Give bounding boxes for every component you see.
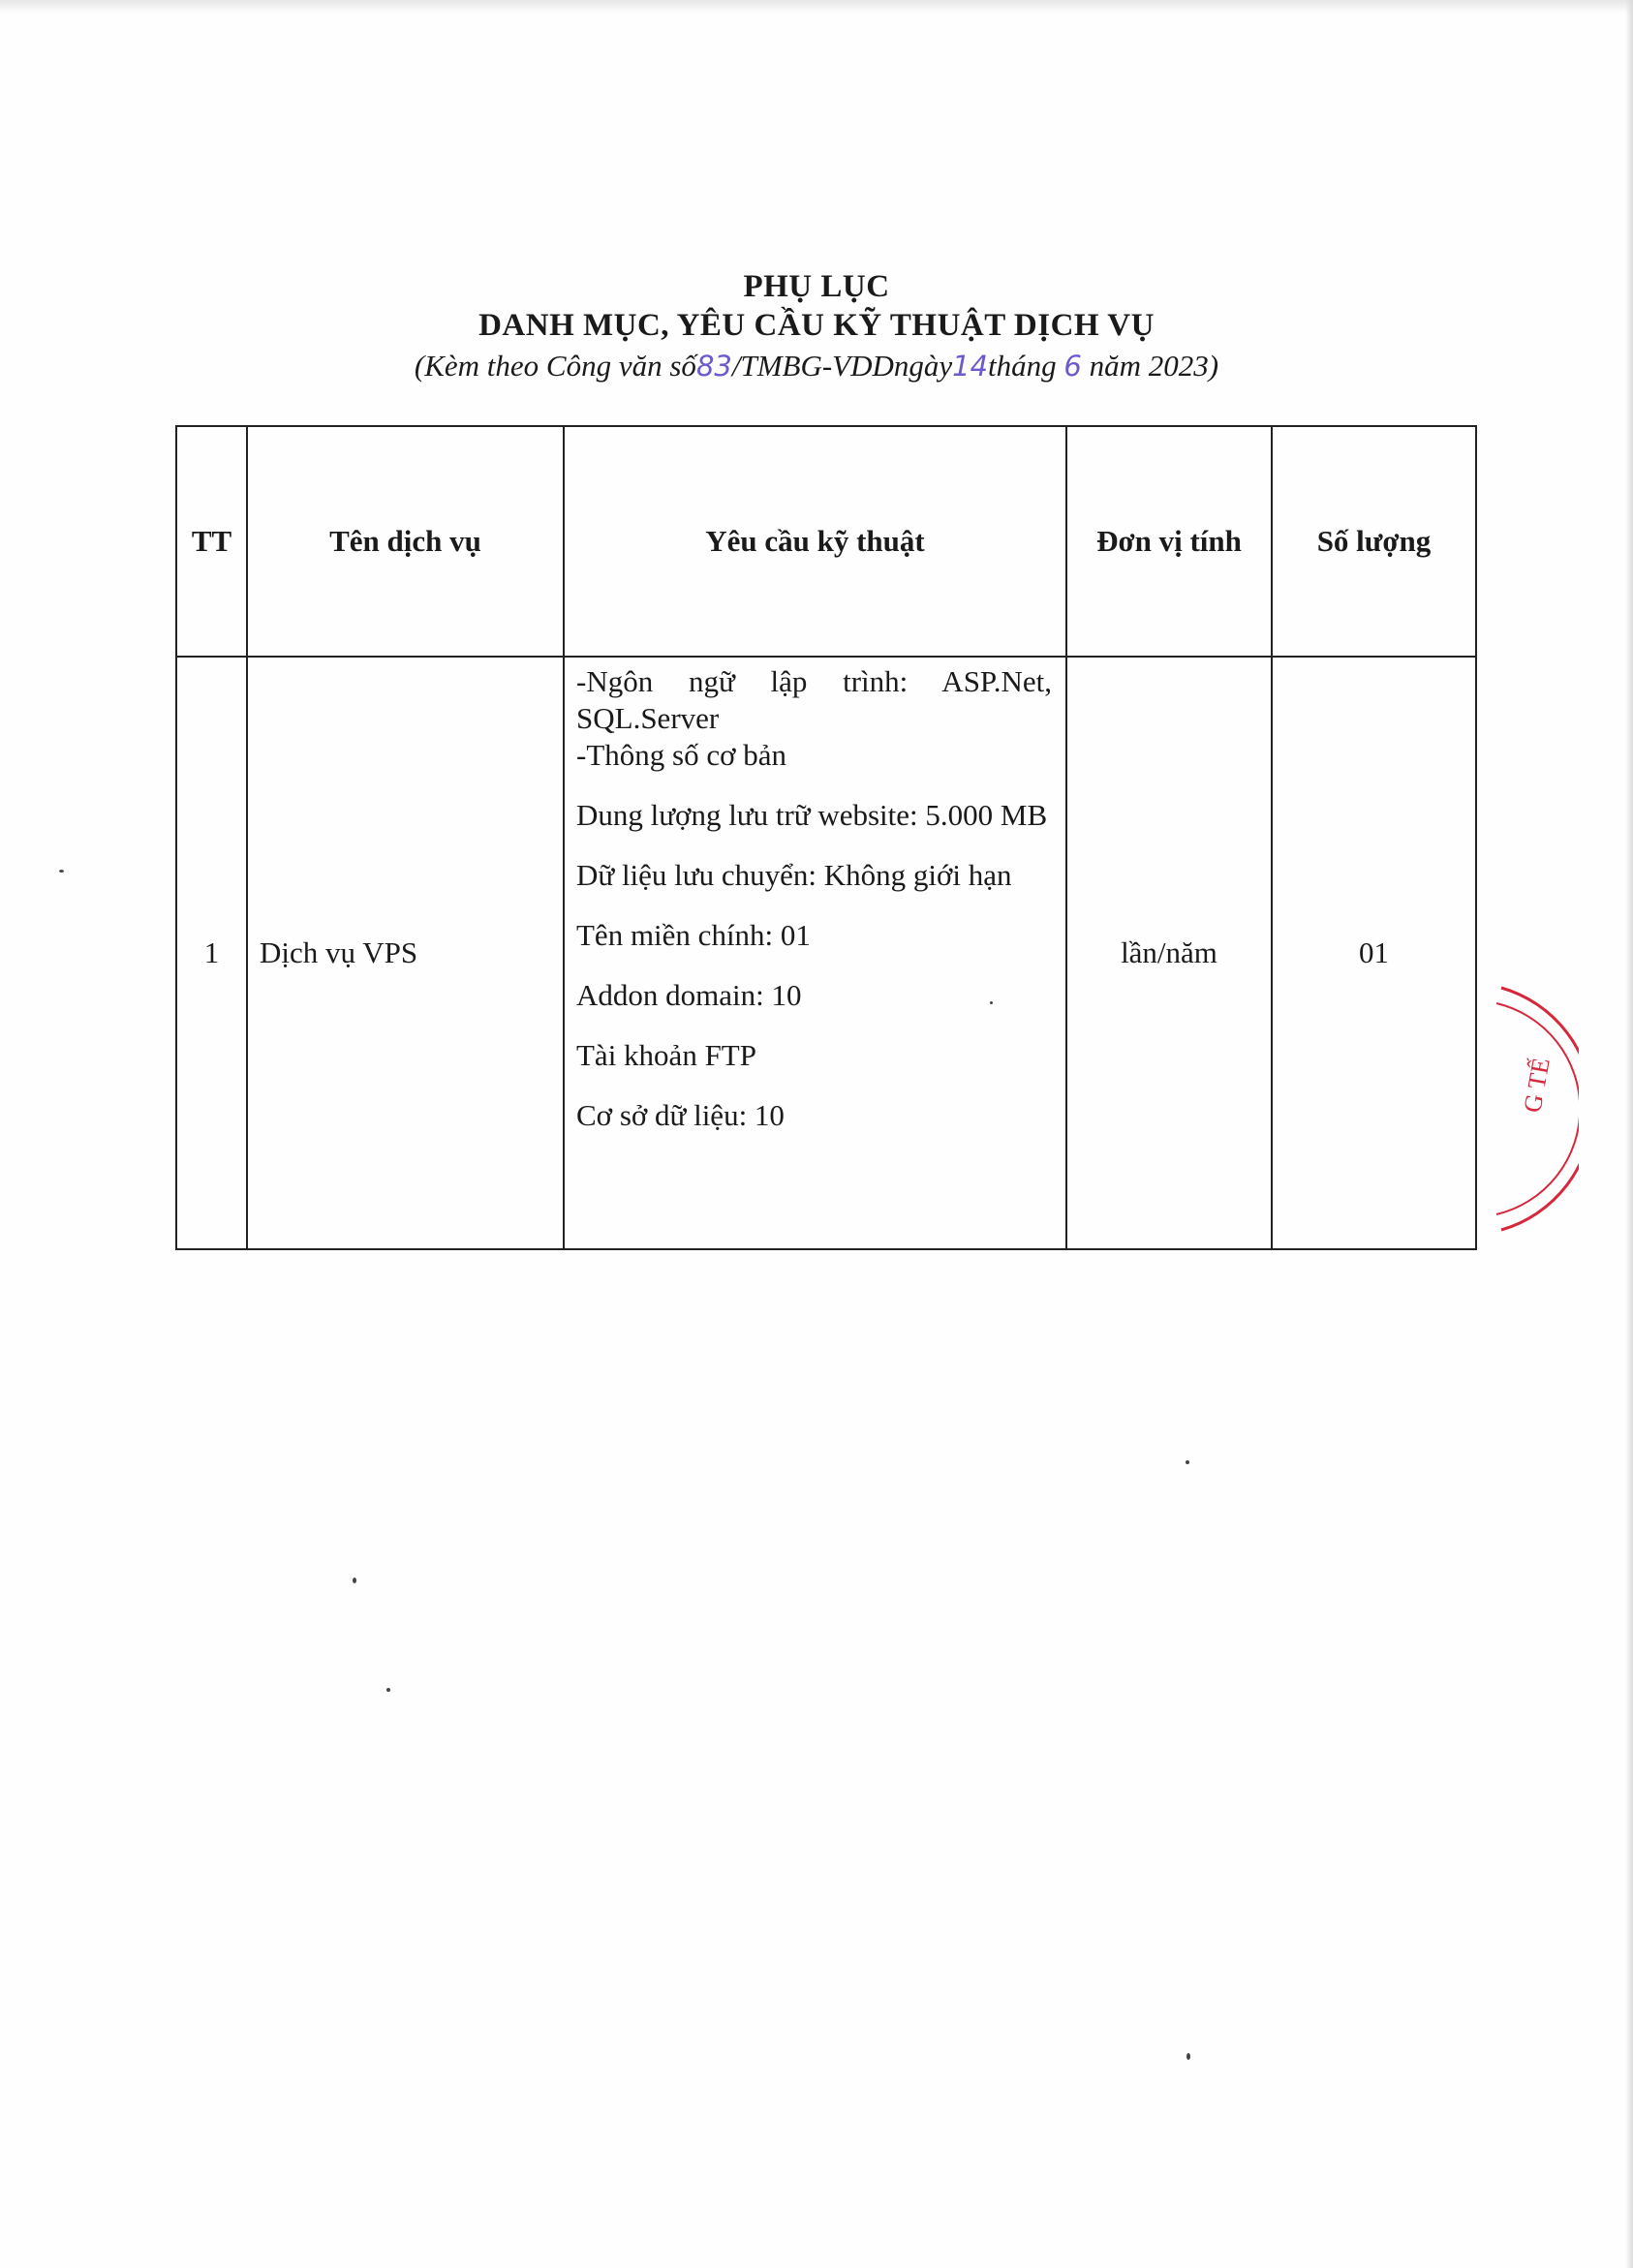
reference-number: 83 xyxy=(695,350,732,383)
table-row xyxy=(176,657,1476,1249)
header-unit: Đơn vị tính xyxy=(1066,426,1272,657)
document-title: PHỤ LỤC xyxy=(743,269,890,304)
reference-month-label: tháng xyxy=(988,349,1057,383)
scan-speck xyxy=(59,870,64,873)
header-requirements: Yêu cầu kỹ thuật xyxy=(564,426,1066,657)
scan-edge-top xyxy=(0,0,1633,14)
requirement-item: -Ngôn ngữ lập trình: ASP.Net, SQL.Server xyxy=(576,664,1052,735)
cell-quantity: 01 xyxy=(1272,657,1476,1249)
red-seal-stamp xyxy=(1453,968,1579,1259)
header-service-name: Tên dịch vụ xyxy=(247,426,564,657)
header-tt: TT xyxy=(176,426,247,657)
cell-tt: 1 xyxy=(176,657,247,1249)
cell-requirements xyxy=(564,657,1066,1249)
scan-speck xyxy=(1186,2053,1190,2060)
reference-code: /TMBG-VDDngày xyxy=(731,349,953,383)
header-quantity: Số lượng xyxy=(1272,426,1476,657)
cell-unit: lần/năm xyxy=(1066,657,1272,1249)
reference-year: năm 2023) xyxy=(1089,349,1219,383)
service-table xyxy=(175,425,1477,1250)
document-subtitle: DANH MỤC, YÊU CẦU KỸ THUẬT DỊCH VỤ xyxy=(478,308,1155,343)
reference-month: 6 xyxy=(1063,350,1082,383)
requirement-item: Tài khoản FTP xyxy=(576,1038,756,1072)
requirement-item: Dữ liệu lưu chuyển: Không giới hạn xyxy=(576,858,1012,892)
stamp-text: G TẾ xyxy=(1518,1056,1556,1116)
reference-prefix: (Kèm theo Công văn số xyxy=(414,349,696,383)
cell-service-name: Dịch vụ VPS xyxy=(247,657,564,1249)
requirement-item: Cơ sở dữ liệu: 10 xyxy=(576,1098,785,1132)
requirement-item: Addon domain: 10 xyxy=(576,978,802,1012)
requirement-item: -Thông số cơ bản xyxy=(576,738,786,772)
scan-speck xyxy=(1186,1460,1189,1464)
requirement-item: Dung lượng lưu trữ website: 5.000 MB xyxy=(576,798,1048,832)
requirement-item: Tên miền chính: 01 xyxy=(576,918,811,952)
scan-speck xyxy=(353,1578,356,1583)
document-reference xyxy=(0,349,1633,383)
reference-day: 14 xyxy=(952,350,989,383)
table-header-row xyxy=(176,426,1476,657)
scan-speck xyxy=(386,1688,390,1692)
